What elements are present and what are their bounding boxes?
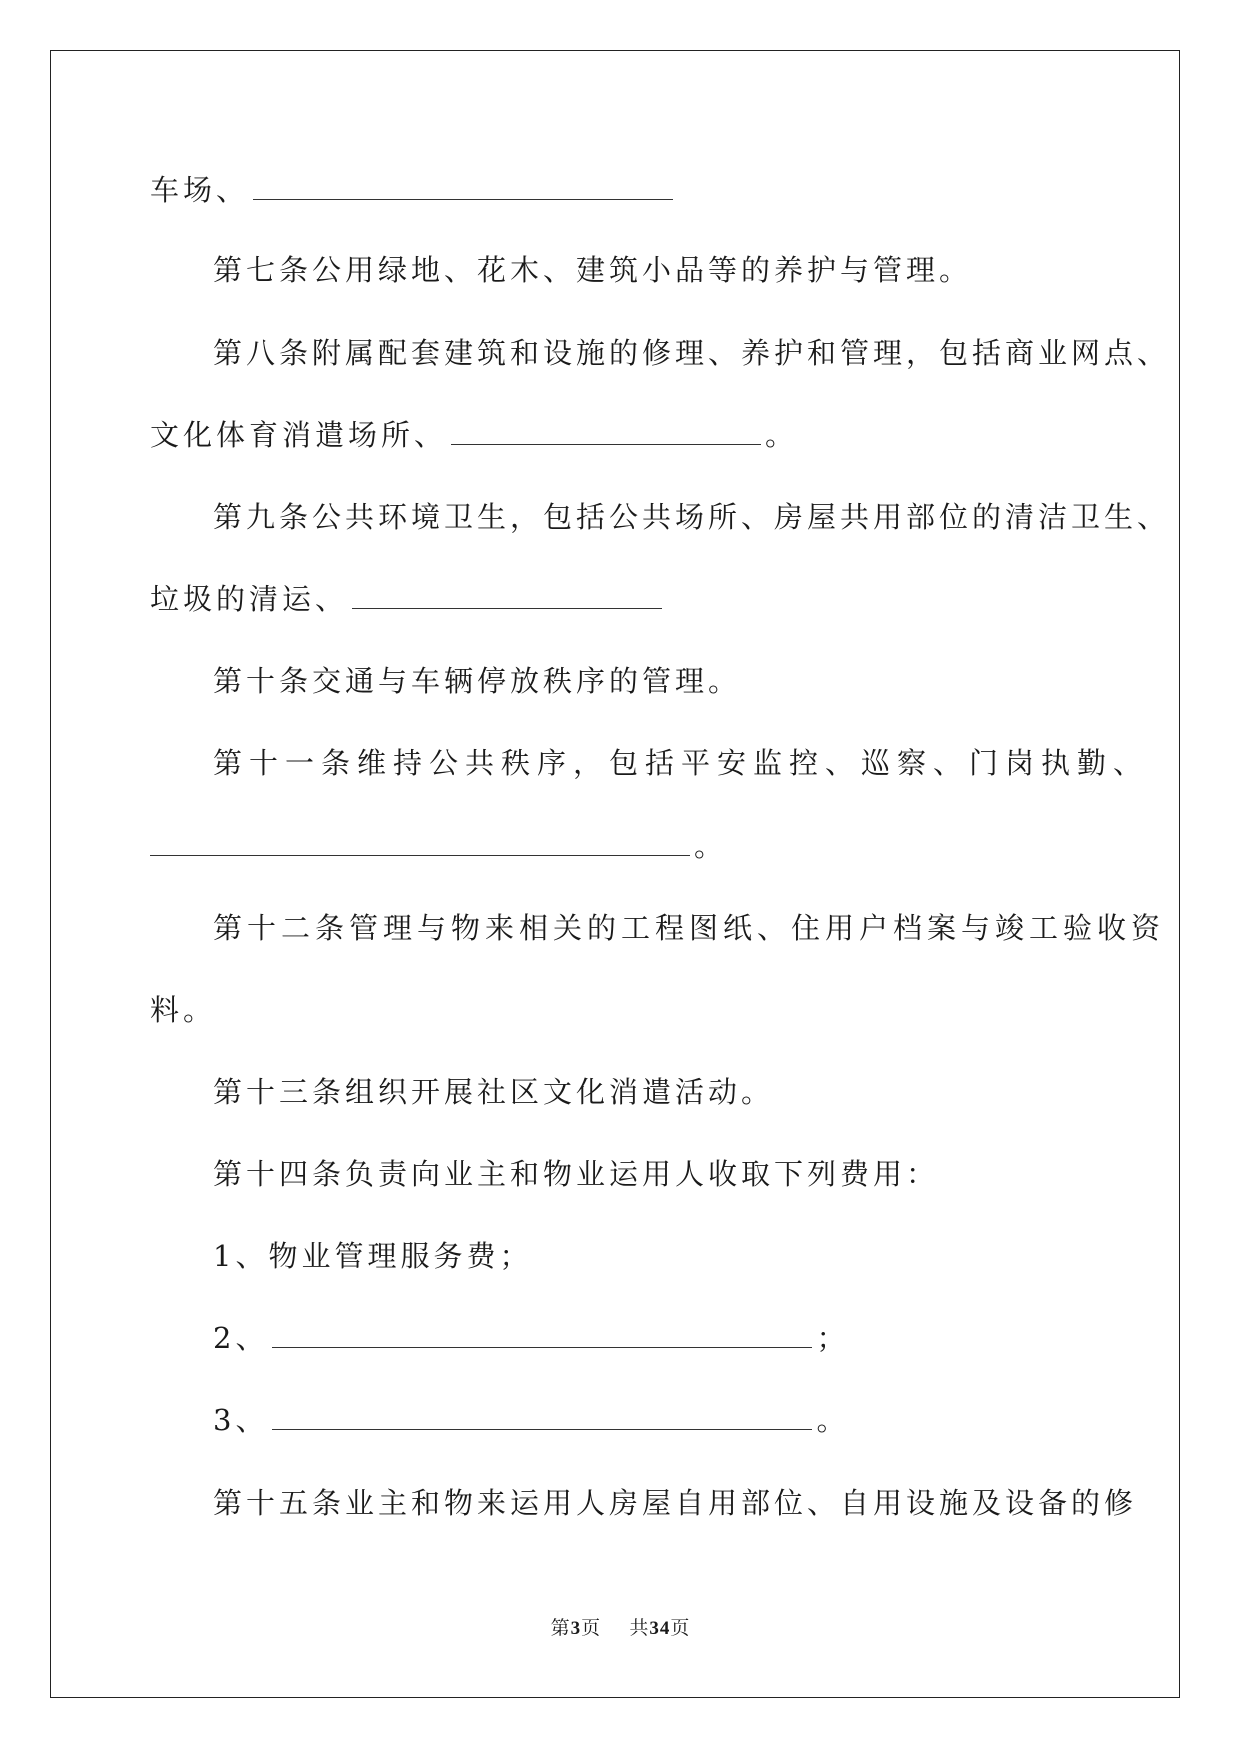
- text-l16-end: 。: [816, 1403, 850, 1437]
- text-l1: 车场、: [150, 173, 250, 207]
- text-l13: 第十四条负责向业主和物业运用人收取下列费用：: [213, 1157, 940, 1191]
- fill-blank-4[interactable]: [150, 829, 690, 856]
- footer-total-label-2: 页: [670, 1617, 691, 1639]
- article-11-cont: [150, 826, 727, 866]
- article-8-cont: [150, 415, 798, 455]
- fee-item-2: [213, 1318, 849, 1358]
- text-l7: 第十条交通与车辆停放秩序的管理。: [213, 664, 742, 698]
- text-l12: 第十三条组织开展社区文化消遣活动。: [213, 1075, 775, 1109]
- article-7: [213, 250, 972, 290]
- article-9: [213, 497, 1170, 537]
- footer-page-number: 3: [570, 1618, 582, 1639]
- text-l17: 第十五条业主和物来运用人房屋自用部位、自用设施及设备的修: [213, 1486, 1138, 1520]
- article-12-cont: [150, 990, 216, 1030]
- fill-blank-2[interactable]: [451, 418, 761, 445]
- page-border: [50, 50, 1180, 1698]
- text-l10: 第十二条管理与物来相关的工程图纸、住用户档案与竣工验收资: [213, 911, 1166, 945]
- text-l14: 1、物业管理服务费；: [213, 1239, 533, 1273]
- footer-page-label-2: 页: [581, 1617, 602, 1639]
- footer-total-label-1: 共: [629, 1617, 650, 1639]
- text-l8: 第十一条维持公共秩序，包括平安监控、巡察、门岗执勤、: [213, 746, 1150, 780]
- article-15: [213, 1483, 1137, 1523]
- text-l2: 第七条公用绿地、花木、建筑小品等的养护与管理。: [213, 253, 973, 287]
- text-l11: 料。: [150, 993, 217, 1027]
- text-l6: 垃圾的清运、: [150, 582, 349, 616]
- text-l3: 第八条附属配套建筑和设施的修理、养护和管理，包括商业网点、: [213, 336, 1171, 370]
- fill-blank-3[interactable]: [352, 582, 662, 609]
- article-11: [213, 743, 1149, 783]
- fill-blank-1[interactable]: [253, 173, 673, 200]
- fill-blank-5[interactable]: [272, 1321, 812, 1348]
- text-l5: 第九条公共环境卫生，包括公共场所、房屋共用部位的清洁卫生、: [213, 500, 1171, 534]
- paragraph-line-1: [150, 170, 677, 210]
- footer-page-label-1: 第: [550, 1617, 571, 1639]
- article-12: [213, 908, 1165, 948]
- fee-item-3: [213, 1400, 849, 1440]
- fill-blank-6[interactable]: [272, 1403, 812, 1430]
- text-l16: 3、: [213, 1403, 269, 1437]
- article-10: [213, 661, 741, 701]
- article-8: [213, 333, 1170, 373]
- text-l4-end: 。: [765, 418, 799, 452]
- text-l4: 文化体育消遣场所、: [150, 418, 448, 452]
- text-l15-end: ；: [816, 1321, 850, 1355]
- text-l9-end: 。: [694, 829, 728, 863]
- article-9-cont: [150, 579, 666, 619]
- fee-item-1: [213, 1236, 532, 1276]
- footer-total-pages: 34: [649, 1618, 671, 1639]
- text-l15: 2、: [213, 1321, 269, 1355]
- article-14: [213, 1154, 939, 1194]
- page-footer: [0, 1613, 1241, 1640]
- article-13: [213, 1072, 774, 1112]
